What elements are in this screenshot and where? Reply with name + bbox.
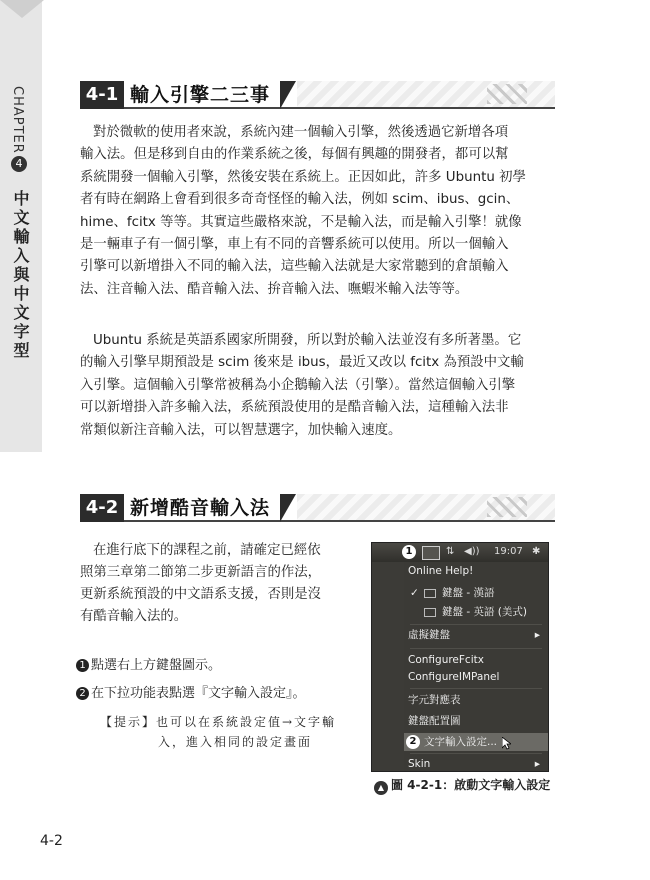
caption-text: 圖 4-2-1：啟動文字輸入設定 <box>391 778 551 792</box>
text-line: 有酷音輸入法的。 <box>80 609 188 624</box>
section-4-1-paragraph-2 <box>80 330 555 442</box>
text-line: 在進行底下的課程之前，請確定已經依 <box>93 543 321 558</box>
menu-separator <box>410 688 542 689</box>
text-line: 引擎可以新增掛入不同的輸入法，這些輸入法就是大家常聽到的倉頡輸入 <box>80 259 509 275</box>
step-1 <box>76 654 221 673</box>
section-4-1-header <box>80 81 555 109</box>
keyboard-icon <box>424 589 436 598</box>
chapter-number-badge: 4 <box>11 156 27 172</box>
gear-icon[interactable]: ✱ <box>532 546 541 557</box>
menu-item-label: 文字輸入設定... <box>424 736 498 748</box>
callout-badge-2: 2 <box>406 735 420 749</box>
menu-item-configure-fcitx[interactable] <box>404 651 548 669</box>
text-line: hime、fcitx 等等。其實這些嚴格來說，不是輸入法，而是輸入引擎！就像 <box>80 214 522 230</box>
volume-icon[interactable]: ◀)) <box>464 546 480 557</box>
network-arrows-icon[interactable]: ⇅ <box>446 546 455 557</box>
menu-item-label: 鍵盤 - 漢語 <box>442 587 495 599</box>
menu-item-label: 鍵盤 - 英語 (美式) <box>442 606 527 618</box>
section-4-1-paragraph-1 <box>80 122 555 301</box>
callout-badge-1: 1 <box>402 545 416 559</box>
menu-separator <box>410 753 542 754</box>
menu-item-skin[interactable] <box>404 755 548 772</box>
keyboard-icon <box>424 608 436 617</box>
step-2 <box>76 682 306 701</box>
caption-triangle-icon: ▲ <box>374 781 388 795</box>
text-line: 輸入法。但是移到自由的作業系統之後，每個有興趣的開發者，都可以幫 <box>80 147 509 163</box>
menu-item-label: Online Help! <box>408 565 474 577</box>
header-wedge <box>280 81 296 109</box>
text-line: 常類似新注音輸入法，可以智慧選字，加快輸入速度。 <box>80 422 402 438</box>
tip-box <box>100 712 360 752</box>
menu-item-label: 字元對應表 <box>408 694 461 706</box>
text-line: 系統開發一個輸入引擎，然後安裝在系統上。正因如此，許多 Ubuntu 初學 <box>80 169 526 185</box>
menu-separator <box>410 624 542 625</box>
step-number-badge: 2 <box>76 687 89 700</box>
chapter-title: 中文輸入與中文字型 <box>11 190 30 361</box>
check-icon: ✓ <box>410 587 419 599</box>
menu-item-label: 虛擬鍵盤 <box>408 629 450 641</box>
menu-item-label: ConfigureFcitx <box>408 654 484 666</box>
text-line: 的輸入引擎早期預設是 scim 後來是 ibus，最近又改以 fcitx 為預設中文輸 <box>80 355 524 371</box>
menu-item-text-input-settings[interactable] <box>404 733 548 751</box>
menu-item-online-help[interactable] <box>404 562 548 580</box>
step-text: 點選右上方鍵盤圖示。 <box>91 658 222 673</box>
tip-line: 入，進入相同的設定畫面 <box>158 735 313 749</box>
menu-item-label: ConfigureIMPanel <box>408 671 500 683</box>
section-number: 4-1 <box>80 81 124 109</box>
header-diamond-decoration <box>487 84 527 104</box>
section-number: 4-2 <box>80 494 124 522</box>
menu-item-configure-impanel[interactable] <box>404 668 548 686</box>
section-title: 新增酷音輸入法 <box>130 497 271 519</box>
menu-item-character-map[interactable] <box>404 691 548 709</box>
menu-item-keyboard-layout[interactable] <box>404 712 548 730</box>
top-panel <box>372 543 548 562</box>
submenu-arrow-icon: ▸ <box>534 758 540 770</box>
page-number: 4-2 <box>40 833 63 849</box>
input-method-dropdown <box>404 562 548 771</box>
menu-item-keyboard-hanyu[interactable] <box>404 584 548 602</box>
tip-line: 【提示】也可以在系統設定值→文字輸 <box>100 715 337 729</box>
menu-item-virtual-keyboard[interactable] <box>404 626 548 644</box>
section-title: 輸入引擎二三事 <box>130 84 271 106</box>
text-line: 更新系統預設的中文語系支援，否則是沒 <box>80 587 322 602</box>
page-corner-decoration <box>0 0 44 18</box>
header-diamond-decoration <box>487 497 527 517</box>
section-4-2-intro <box>80 540 355 628</box>
header-wedge <box>280 494 296 522</box>
step-text: 在下拉功能表點選『文字輸入設定』。 <box>91 686 306 701</box>
keyboard-icon[interactable] <box>422 546 440 560</box>
submenu-arrow-icon: ▸ <box>534 629 540 641</box>
mouse-cursor-icon <box>502 737 511 750</box>
menu-item-keyboard-english[interactable] <box>404 603 548 621</box>
text-line: 照第三章第二節第二步更新語言的作法， <box>80 565 322 580</box>
section-4-2-header <box>80 494 555 522</box>
figure-caption <box>374 776 550 795</box>
text-line: 是一輛車子有一個引擎，車上有不同的音響系統可以使用。所以一個輸入 <box>80 237 509 253</box>
text-line: 者有時在網路上會看到很多奇奇怪怪的輸入法，例如 scim、ibus、gcin、 <box>80 192 520 208</box>
ubuntu-menu-screenshot <box>371 542 549 772</box>
chapter-label: CHAPTER <box>10 86 25 154</box>
text-line: 入引擎。這個輸入引擎常被稱為小企鵝輸入法（引擎）。當然這個輸入引擎 <box>80 377 516 393</box>
menu-item-label: Skin <box>408 758 431 770</box>
text-line: Ubuntu 系統是英語系國家所開發，所以對於輸入法並沒有多所著墨。它 <box>93 333 522 348</box>
text-line: 對於微軟的使用者來說，系統內建一個輸入引擎，然後透過它新增各項 <box>93 125 509 140</box>
text-line: 法、注音輸入法、酷音輸入法、拚音輸入法、嘸蝦米輸入法等等。 <box>80 281 469 297</box>
menu-item-label: 鍵盤配置圖 <box>408 715 461 727</box>
menu-separator <box>410 648 542 649</box>
clock-time[interactable]: 19:07 <box>494 546 523 557</box>
text-line: 可以新增掛入許多輸入法，系統預設使用的是酷音輸入法，這種輸入法非 <box>80 400 509 416</box>
step-number-badge: 1 <box>76 659 89 672</box>
